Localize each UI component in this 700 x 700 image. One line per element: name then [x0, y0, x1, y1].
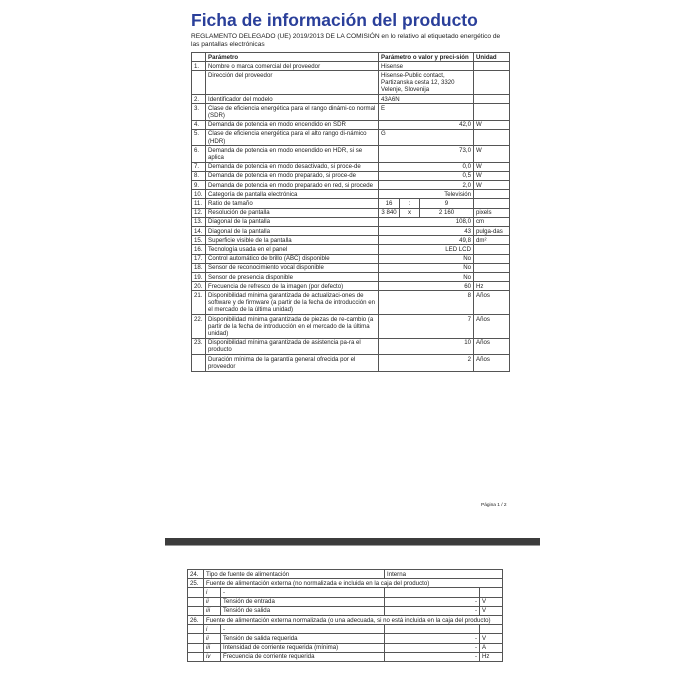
row-unit: W	[474, 171, 510, 180]
row-sub-value: -	[385, 652, 480, 661]
row-sub-index: iii	[204, 643, 221, 652]
row-unit: Años	[474, 315, 510, 339]
row-sub-label: Frecuencia de corriente requerida	[221, 652, 385, 661]
row-param: Categoría de pantalla electrónica	[206, 190, 379, 199]
row-value: 7	[379, 315, 474, 339]
row-value: No	[379, 254, 474, 263]
row-param: Diagonal de la pantalla	[206, 227, 379, 236]
row-param: Tecnología usada en el panel	[206, 245, 379, 254]
header-number	[192, 53, 206, 62]
row-number: 20.	[192, 282, 206, 291]
row-unit	[474, 95, 510, 104]
row-unit	[474, 104, 510, 120]
table-row	[192, 95, 510, 104]
row-sub-index: iv	[204, 652, 221, 661]
regulation-text: REGLAMENTO DELEGADO (UE) 2019/2013 DE LA COMISIÓN en lo relativo al etiquetado energético de las pantallas electrónicas	[191, 33, 501, 48]
table-row	[192, 162, 510, 171]
row-unit: dm²	[474, 236, 510, 245]
product-info-table	[191, 52, 510, 372]
row-param: Disponibilidad mínima garantizada de asistencia pa-ra el producto	[206, 338, 379, 354]
row-unit	[474, 273, 510, 282]
row-number: 17.	[192, 254, 206, 263]
row-number: 23.	[192, 338, 206, 354]
row-number	[188, 588, 204, 597]
row-sub-label: -	[221, 625, 385, 634]
row-number	[188, 643, 204, 652]
table-row	[192, 171, 510, 180]
row-number	[188, 652, 204, 661]
row-number: 2.	[192, 95, 206, 104]
row-value-a: 16	[379, 199, 400, 208]
row-number: 19.	[192, 273, 206, 282]
table-row	[188, 597, 503, 606]
row-sub-index: i	[204, 625, 221, 634]
row-unit	[474, 263, 510, 272]
table-row	[192, 104, 510, 120]
row-sub-unit: V	[480, 597, 503, 606]
table-row	[188, 625, 503, 634]
table-row	[192, 273, 510, 282]
table-header-row	[192, 53, 510, 62]
table-row	[192, 208, 510, 217]
row-sub-value	[385, 588, 480, 597]
row-unit	[474, 71, 510, 95]
row-param: Diagonal de la pantalla	[206, 217, 379, 226]
row-param: Sensor de presencia disponible	[206, 273, 379, 282]
row-value-sep: :	[400, 199, 420, 208]
row-number: 21.	[192, 291, 206, 315]
row-sub-value: -	[385, 606, 480, 615]
row-unit: pixels	[474, 208, 510, 217]
row-value: E	[379, 104, 474, 120]
row-value: 2,0	[379, 181, 474, 190]
row-number: 12.	[192, 208, 206, 217]
power-supply-table	[187, 569, 503, 662]
row-number: 4.	[192, 120, 206, 129]
row-number: 10.	[192, 190, 206, 199]
page-separator-line	[165, 545, 540, 546]
row-sub-unit: V	[480, 634, 503, 643]
row-param: Identificador del modelo	[206, 95, 379, 104]
table-row	[192, 315, 510, 339]
row-unit	[474, 245, 510, 254]
row-number: 6.	[192, 146, 206, 162]
row-param: Resolución de pantalla	[206, 208, 379, 217]
row-sub-unit	[480, 625, 503, 634]
table-row	[192, 245, 510, 254]
row-param: Fuente de alimentación externa normalizada (o una adecuada, si no está incluida en la caja del producto)	[204, 616, 503, 625]
row-unit	[474, 129, 510, 145]
row-value: 10	[379, 338, 474, 354]
row-value: 73,0	[379, 146, 474, 162]
row-unit: W	[474, 162, 510, 171]
row-value: Hisense	[379, 62, 474, 71]
row-number: 7.	[192, 162, 206, 171]
header-unit: Unidad	[474, 53, 510, 62]
row-value: 49,8	[379, 236, 474, 245]
row-sub-value: -	[385, 634, 480, 643]
table-row	[192, 146, 510, 162]
row-value: 60	[379, 282, 474, 291]
row-param: Disponibilidad mínima garantizada de actualizaci-ones de software y de firmware (a partir de la fecha de introducción en el mercado de la última unidad)	[206, 291, 379, 315]
table-row	[192, 263, 510, 272]
page-2	[187, 569, 502, 662]
row-value: No	[379, 263, 474, 272]
row-number: 9.	[192, 181, 206, 190]
table-row	[192, 120, 510, 129]
row-param: Disponibilidad mínima garantizada de piezas de re-cambio (a partir de la fecha de introducción en el mercado de la última unidad)	[206, 315, 379, 339]
row-unit: Años	[474, 291, 510, 315]
row-unit: Años	[474, 338, 510, 354]
row-sub-value: -	[385, 597, 480, 606]
table-row	[192, 254, 510, 263]
table-row	[188, 616, 503, 625]
table-row	[192, 129, 510, 145]
page-number: Página 1 / 2	[481, 503, 507, 508]
row-number: 1.	[192, 62, 206, 71]
table-row	[192, 355, 510, 371]
table-row	[188, 570, 503, 579]
row-param: Duración mínima de la garantía general ofrecida por el proveedor	[206, 355, 379, 371]
row-param: Frecuencia de refresco de la imagen (por defecto)	[206, 282, 379, 291]
table-row	[192, 282, 510, 291]
row-value: No	[379, 273, 474, 282]
row-value: G	[379, 129, 474, 145]
table-row	[192, 291, 510, 315]
row-value: 108,0	[379, 217, 474, 226]
row-number	[192, 355, 206, 371]
row-sub-value	[385, 625, 480, 634]
row-sub-index: ii	[204, 597, 221, 606]
row-param: Clase de eficiencia energética para el rango dinámi-co normal (SDR)	[206, 104, 379, 120]
row-param: Demanda de potencia en modo preparado en red, si procede	[206, 181, 379, 190]
table-row	[188, 579, 503, 588]
page-1	[191, 10, 509, 372]
row-value: 8	[379, 291, 474, 315]
row-value: Hisense-Public contact, Partizanska cesta 12, 3320 Velenje, Slovenija	[379, 71, 474, 95]
row-number: 8.	[192, 171, 206, 180]
row-number: 25.	[188, 579, 204, 588]
row-param: Control automático de brillo (ABC) disponible	[206, 254, 379, 263]
row-value: 43A6N	[379, 95, 474, 104]
table-row	[188, 643, 503, 652]
table-row	[192, 71, 510, 95]
table-row	[192, 181, 510, 190]
table-body	[192, 62, 510, 371]
row-param: Tipo de fuente de alimentación	[204, 570, 385, 579]
row-number: 16.	[192, 245, 206, 254]
row-unit	[474, 199, 510, 208]
row-sub-unit: V	[480, 606, 503, 615]
row-number: 13.	[192, 217, 206, 226]
row-param: Clase de eficiencia energética para el alto rango di-námico (HDR)	[206, 129, 379, 145]
row-sub-index: i	[204, 588, 221, 597]
row-sub-label: -	[221, 588, 385, 597]
row-unit: pulga-das	[474, 227, 510, 236]
row-value-b: 9	[420, 199, 474, 208]
row-param: Demanda de potencia en modo desactivado, si proce-de	[206, 162, 379, 171]
row-number	[192, 71, 206, 95]
row-unit	[474, 254, 510, 263]
row-unit: W	[474, 146, 510, 162]
table-row	[188, 652, 503, 661]
row-sub-index: iii	[204, 606, 221, 615]
row-param: Nombre o marca comercial del proveedor	[206, 62, 379, 71]
row-value: Interna	[385, 570, 503, 579]
row-sub-unit: Hz	[480, 652, 503, 661]
row-number	[188, 597, 204, 606]
row-value: 0,0	[379, 162, 474, 171]
header-param: Parámetro	[206, 53, 379, 62]
row-value: 2	[379, 355, 474, 371]
row-value: LED LCD	[379, 245, 474, 254]
row-param: Sensor de reconocimiento vocal disponible	[206, 263, 379, 272]
row-value: 42,0	[379, 120, 474, 129]
row-sub-label: Tensión de salida requerida	[221, 634, 385, 643]
row-number: 18.	[192, 263, 206, 272]
table-row	[192, 217, 510, 226]
row-sub-unit	[480, 588, 503, 597]
row-number	[188, 606, 204, 615]
table-body-2	[188, 570, 503, 662]
header-value: Parámetro o valor y preci-sión	[379, 53, 474, 62]
row-value-a: 3 840	[379, 208, 400, 217]
row-unit: cm	[474, 217, 510, 226]
table-row	[192, 190, 510, 199]
row-number: 11.	[192, 199, 206, 208]
row-sub-index: ii	[204, 634, 221, 643]
row-unit	[474, 190, 510, 199]
row-param: Demanda de potencia en modo encendido en SDR	[206, 120, 379, 129]
table-row	[188, 606, 503, 615]
row-sub-unit: A	[480, 643, 503, 652]
table-row	[192, 227, 510, 236]
row-value: Televisión	[379, 190, 474, 199]
row-number: 5.	[192, 129, 206, 145]
row-number: 15.	[192, 236, 206, 245]
row-param: Dirección del proveedor	[206, 71, 379, 95]
row-param: Demanda de potencia en modo encendido en HDR, si se aplica	[206, 146, 379, 162]
table-row	[192, 199, 510, 208]
row-value: 43	[379, 227, 474, 236]
row-unit: W	[474, 120, 510, 129]
table-row	[192, 236, 510, 245]
row-number	[188, 634, 204, 643]
page-title: Ficha de información del producto	[191, 10, 478, 30]
row-value-sep: x	[400, 208, 420, 217]
table-row	[188, 588, 503, 597]
row-number: 22.	[192, 315, 206, 339]
page-separator	[165, 538, 540, 545]
table-row	[192, 338, 510, 354]
row-unit	[474, 62, 510, 71]
row-number: 26.	[188, 616, 204, 625]
row-unit: Hz	[474, 282, 510, 291]
row-param: Fuente de alimentación externa (no normalizada e incluida en la caja del producto)	[204, 579, 503, 588]
row-number: 14.	[192, 227, 206, 236]
row-param: Demanda de potencia en modo preparado, si proce-de	[206, 171, 379, 180]
row-unit: Años	[474, 355, 510, 371]
row-param: Ratio de tamaño	[206, 199, 379, 208]
row-value-b: 2 160	[420, 208, 474, 217]
row-number: 3.	[192, 104, 206, 120]
row-value: 0,5	[379, 171, 474, 180]
row-unit: W	[474, 181, 510, 190]
row-number	[188, 625, 204, 634]
row-sub-label: Tensión de entrada	[221, 597, 385, 606]
row-param: Superficie visible de la pantalla	[206, 236, 379, 245]
table-row	[192, 62, 510, 71]
row-sub-label: Intensidad de corriente requerida (mínima)	[221, 643, 385, 652]
table-row	[188, 634, 503, 643]
row-sub-label: Tensión de salida	[221, 606, 385, 615]
row-number: 24.	[188, 570, 204, 579]
row-sub-value: -	[385, 643, 480, 652]
